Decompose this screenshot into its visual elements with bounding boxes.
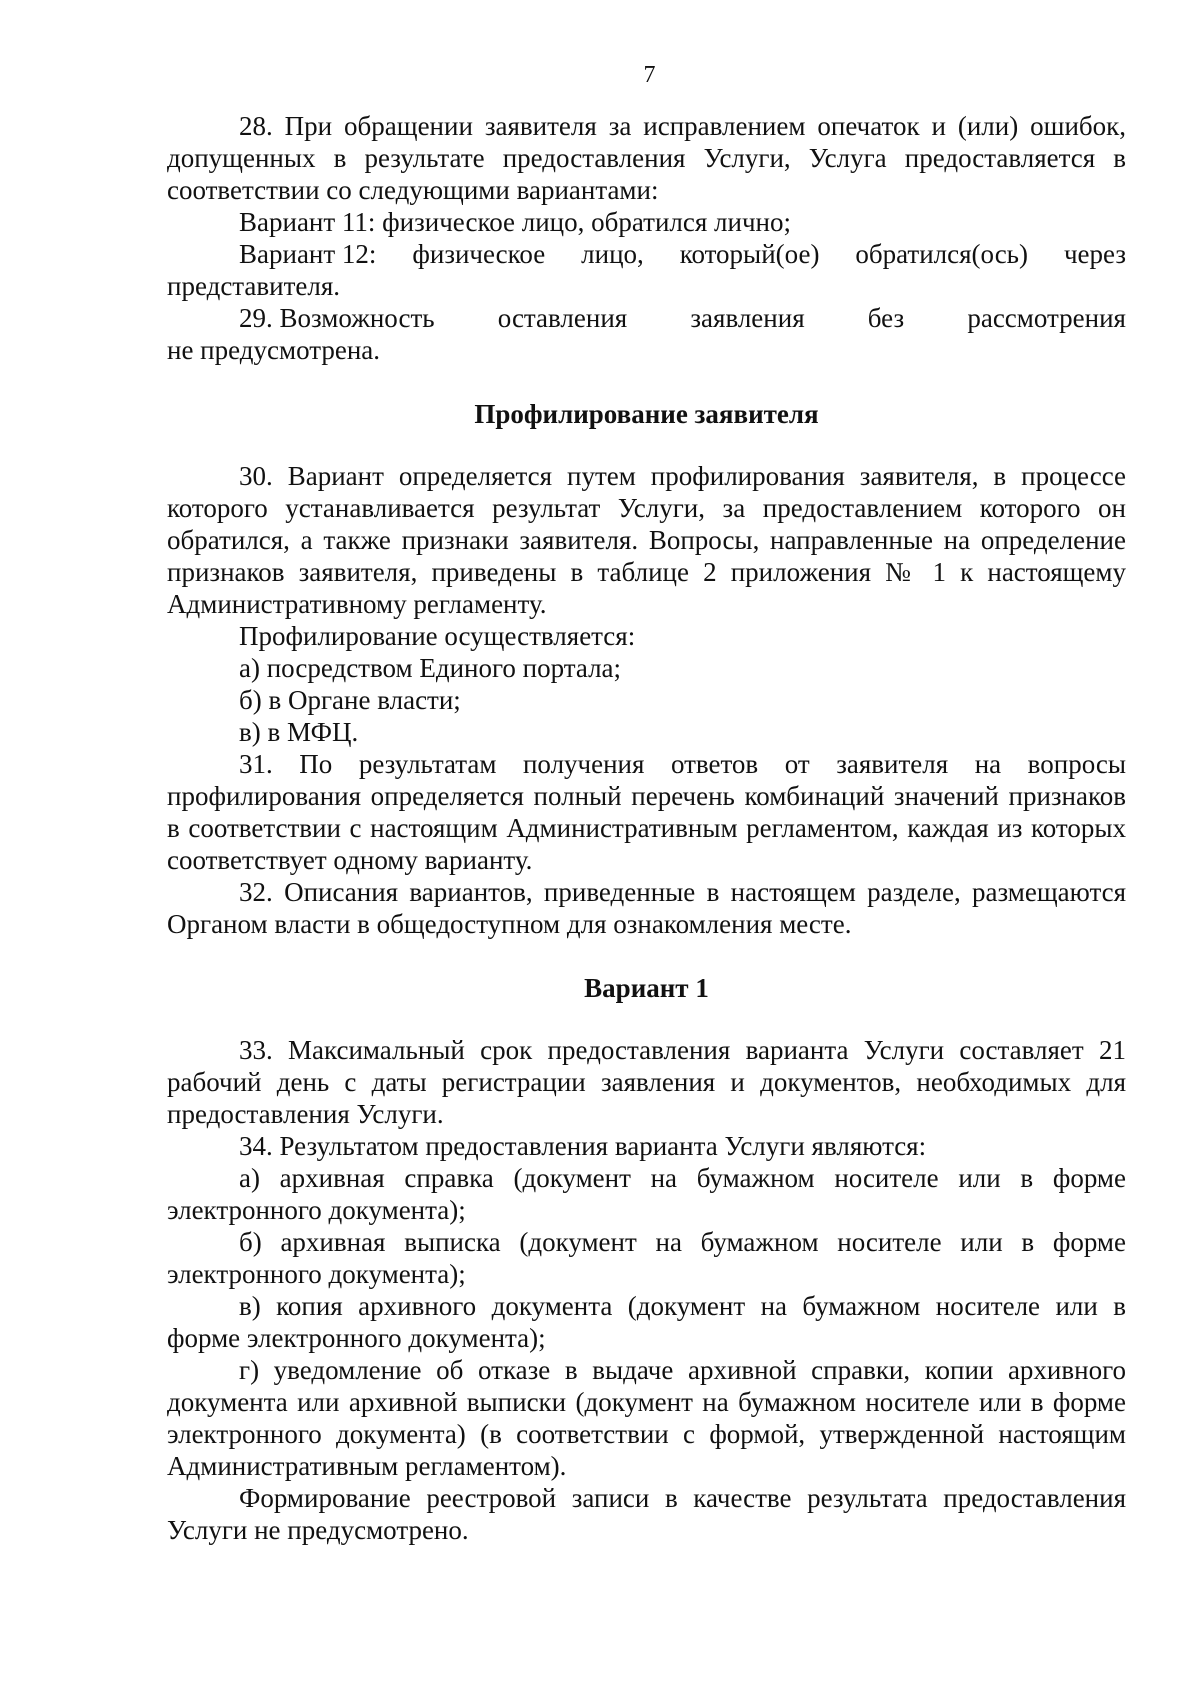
page-number: 7 (643, 62, 656, 88)
profiling-intro: Профилирование осуществляется: (239, 621, 636, 651)
paragraph-34: 34. Результатом предоставления варианта Услуги являются: (239, 1131, 927, 1161)
paragraph-29-word: заявления (690, 303, 805, 333)
paragraph-31: 31. По результатам получения ответов от заявителя на вопросы профилирования определяется полный перечень комбинаций значений признаков в соответствии с настоящим Административным регламентом, каждая из которых соответствует одному варианту. (167, 749, 1126, 875)
paragraph-29-line (167, 302, 1126, 334)
variant-12-word: Вариант 12: (239, 239, 377, 269)
variant-12-line (167, 238, 1126, 270)
variant-12-word: который(ое) (679, 239, 820, 269)
result-item-b: б) архивная выписка (документ на бумажном носителе или в форме электронного документа); (167, 1227, 1126, 1289)
variant-1-heading: Вариант 1 (584, 973, 709, 1003)
paragraph-33: 33. Максимальный срок предоставления варианта Услуги составляет 21 рабочий день с даты регистрации заявления и документов, необходимых для предоставления Услуги. (167, 1035, 1126, 1129)
paragraph-28: 28. При обращении заявителя за исправлением опечаток и (или) ошибок, допущенных в результате предоставления Услуги, Услуга предоставляется в соответствии со следующими вариантами: (167, 111, 1126, 205)
variant-12-word: физическое (412, 239, 546, 269)
profiling-item-v: в) в МФЦ. (239, 717, 359, 747)
result-item-a: а) архивная справка (документ на бумажном носителе или в форме электронного документа); (167, 1163, 1126, 1225)
variant-12-word: лицо, (581, 239, 644, 269)
profiling-heading: Профилирование заявителя (474, 399, 819, 429)
paragraph-29-word: рассмотрения (967, 303, 1126, 333)
result-item-v: в) копия архивного документа (документ на бумажном носителе или в форме электронного документа); (167, 1291, 1126, 1353)
paragraph-29-continuation: не предусмотрена. (167, 335, 381, 365)
profiling-item-a: а) посредством Единого портала; (239, 653, 622, 683)
profiling-item-b: б) в Органе власти; (239, 685, 461, 715)
variant-12-word: через (1063, 239, 1126, 269)
paragraph-29-word: 29. Возможность (239, 303, 435, 333)
variant-12-word: обратился(ось) (855, 239, 1028, 269)
paragraph-29-word: без (867, 303, 905, 333)
registry-note: Формирование реестровой записи в качестве результата предоставления Услуги не предусмотрено. (167, 1483, 1126, 1545)
variant-11-line: Вариант 11: физическое лицо, обратился лично; (239, 207, 791, 237)
result-item-g: г) уведомление об отказе в выдаче архивной справки, копии архивного документа или архивной выписки (документ на бумажном носителе или в форме электронного документа) (в соответствии с формой, утвержденной настоящим Административным регламентом). (167, 1355, 1126, 1481)
paragraph-30: 30. Вариант определяется путем профилирования заявителя, в процессе которого устанавливается результат Услуги, за предоставлением которого он обратился, а также признаки заявителя. Вопросы, направленные на определение признаков заявителя, приведены в таблице 2 приложения № 1 к настоящему Административному регламенту. (167, 461, 1126, 619)
paragraph-32: 32. Описания вариантов, приведенные в настоящем разделе, размещаются Органом власти в общедоступном для ознакомления месте. (167, 877, 1126, 939)
variant-12-continuation: представителя. (167, 271, 341, 301)
paragraph-29-word: оставления (497, 303, 628, 333)
document-page (167, 60, 1126, 1546)
